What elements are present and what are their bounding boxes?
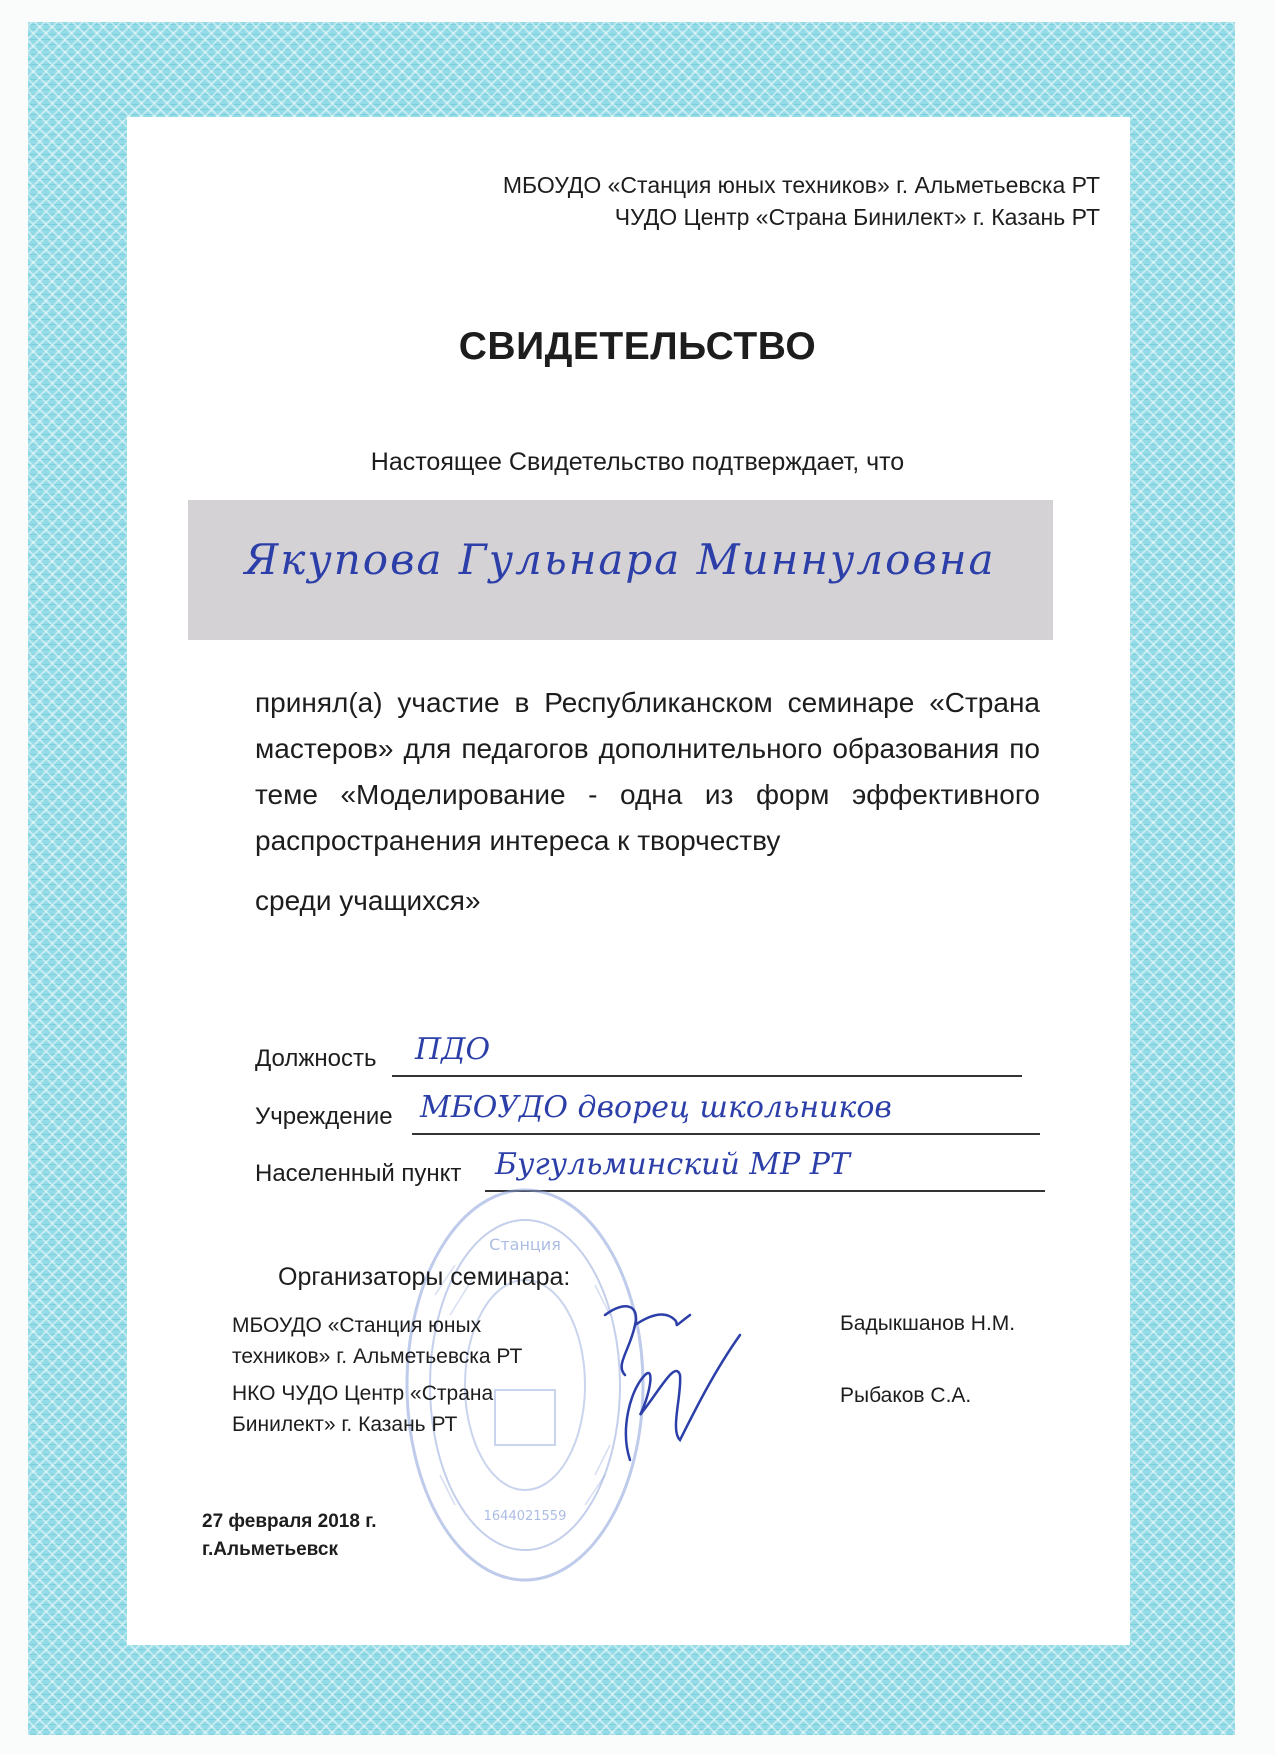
- field-institution-line: [412, 1133, 1040, 1135]
- field-institution-label: Учреждение: [255, 1103, 393, 1130]
- organizer-1-line-1: МБОУДО «Станция юных: [232, 1314, 482, 1337]
- field-institution: [255, 1103, 393, 1131]
- organizer-2: [232, 1378, 493, 1440]
- field-locality-label: Населенный пункт: [255, 1160, 462, 1187]
- field-position-line: [392, 1075, 1022, 1077]
- document-title: СВИДЕТЕЛЬСТВО: [458, 325, 817, 368]
- signature-2: [600, 1320, 750, 1470]
- recipient-name: Якупова Гульнара Миннуловна: [244, 535, 996, 584]
- body-text-end: среди учащихся»: [255, 885, 481, 916]
- field-position-label: Должность: [255, 1045, 377, 1072]
- header-org-1: МБОУДО «Станция юных техников» г. Альметьевска РТ: [502, 172, 1100, 198]
- signatory-2: Рыбаков С.А.: [840, 1384, 972, 1407]
- body-text: принял(а) участие в Республиканском семинаре «Страна мастеров» для педагогов дополнительного образования по теме «Моделирование - одна из форм эффективного распространения интереса к творчеству: [255, 687, 1040, 856]
- organizer-1: [232, 1310, 522, 1372]
- intro-text: Настоящее Свидетельство подтверждает, что: [370, 448, 905, 476]
- issue-place-line: г.Альметьевск: [202, 1539, 338, 1560]
- organizer-2-line-1: НКО ЧУДО Центр «Страна: [232, 1382, 494, 1405]
- signatory-1: Бадыкшанов Н.М.: [840, 1312, 1016, 1335]
- field-position-value: ПДО: [415, 1032, 491, 1067]
- stamp-label: Станция: [489, 1235, 561, 1254]
- field-locality-value: Бугульминский МР РТ: [495, 1147, 850, 1182]
- issue-date: [202, 1508, 376, 1564]
- stamp-inn: 1644021559: [483, 1509, 567, 1524]
- field-institution-value: МБОУДО дворец школьников: [420, 1090, 892, 1125]
- field-position: [255, 1045, 377, 1073]
- header-org-2: ЧУДО Центр «Страна Бинилект» г. Казань РТ: [614, 204, 1100, 230]
- organizers-heading: Организаторы семинара:: [278, 1263, 571, 1291]
- organizer-2-line-2: Бинилект» г. Казань РТ: [232, 1413, 458, 1436]
- organizer-1-line-2: техников» г. Альметьевска РТ: [232, 1345, 523, 1368]
- issue-date-line: 27 февраля 2018 г.: [202, 1511, 377, 1532]
